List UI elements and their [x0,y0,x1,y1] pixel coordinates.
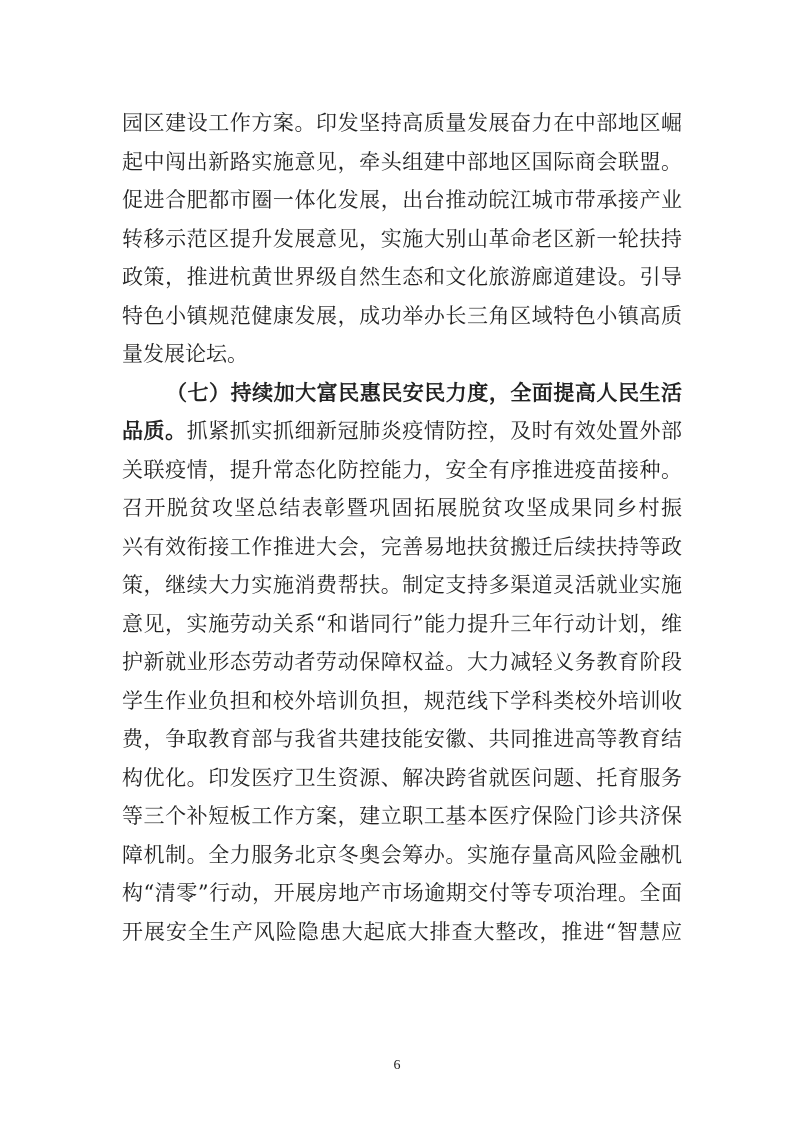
paragraph-2 [122,374,682,952]
text-line: 政策，推进杭黄世界级自然生态和文化旅游廊道建设。引导 [122,265,682,289]
page-number: 6 [393,1058,401,1073]
text-line: 起中闯出新路实施意见，牵头组建中部地区国际商会联盟。 [122,149,682,174]
section-heading: （七）持续加大富民惠民安民力度，全面提高人民生活 [166,380,682,405]
text-line: 策，继续大力实施消费帮扶。制定支持多渠道灵活就业实施 [122,573,682,597]
text-line [122,412,682,451]
text-line: 特色小镇规范健康发展，成功举办长三角区域特色小镇高质 [122,303,682,328]
text-line: 费，争取教育部与我省共建技能安徽、共同推进高等教育结 [122,727,682,751]
text-line: 促进合肥都市圈一体化发展，出台推动皖江城市带承接产业 [122,188,682,212]
text-line: 学生作业负担和校外培训负担，规范线下学科类校外培训收 [122,688,682,713]
text-line: 量发展论坛。 [122,342,248,366]
paragraph-1 [122,104,682,374]
text-line: 构“清零”行动，开展房地产市场逾期交付等专项治理。全面 [122,881,682,905]
text-line: 召开脱贫攻坚总结表彰暨巩固拓展脱贫攻坚成果同乡村振 [122,496,682,520]
text-line: 关联疫情，提升常态化防控能力，安全有序推进疫苗接种。 [122,457,682,482]
text-line: 转移示范区提升发展意见，实施大别山革命老区新一轮扶持 [122,226,682,251]
text-line: 兴有效衔接工作推进大会，完善易地扶贫搬迁后续扶持等政 [122,534,682,559]
text-line: 构优化。印发医疗卫生资源、解决跨省就医问题、托育服务 [122,765,682,790]
text-line: 园区建设工作方案。印发坚持高质量发展奋力在中部地区崛 [122,111,682,135]
section-heading-end: 品质。 [122,419,187,443]
text-line: 开展安全生产风险隐患大起底大排查大整改，推进“智慧应 [122,919,682,944]
text-run: 抓紧抓实抓细新冠肺炎疫情防控，及时有效处置外部 [186,419,682,443]
text-line: 障机制。全力服务北京冬奥会筹办。实施存量高风险金融机 [122,842,682,867]
text-line: 意见，实施劳动关系“和谐同行”能力提升三年行动计划，维 [122,611,682,636]
text-line: 护新就业形态劳动者劳动保障权益。大力减轻义务教育阶段 [122,650,682,674]
body-text [122,104,682,951]
text-line: 等三个补短板工作方案，建立职工基本医疗保险门诊共济保 [122,804,682,828]
